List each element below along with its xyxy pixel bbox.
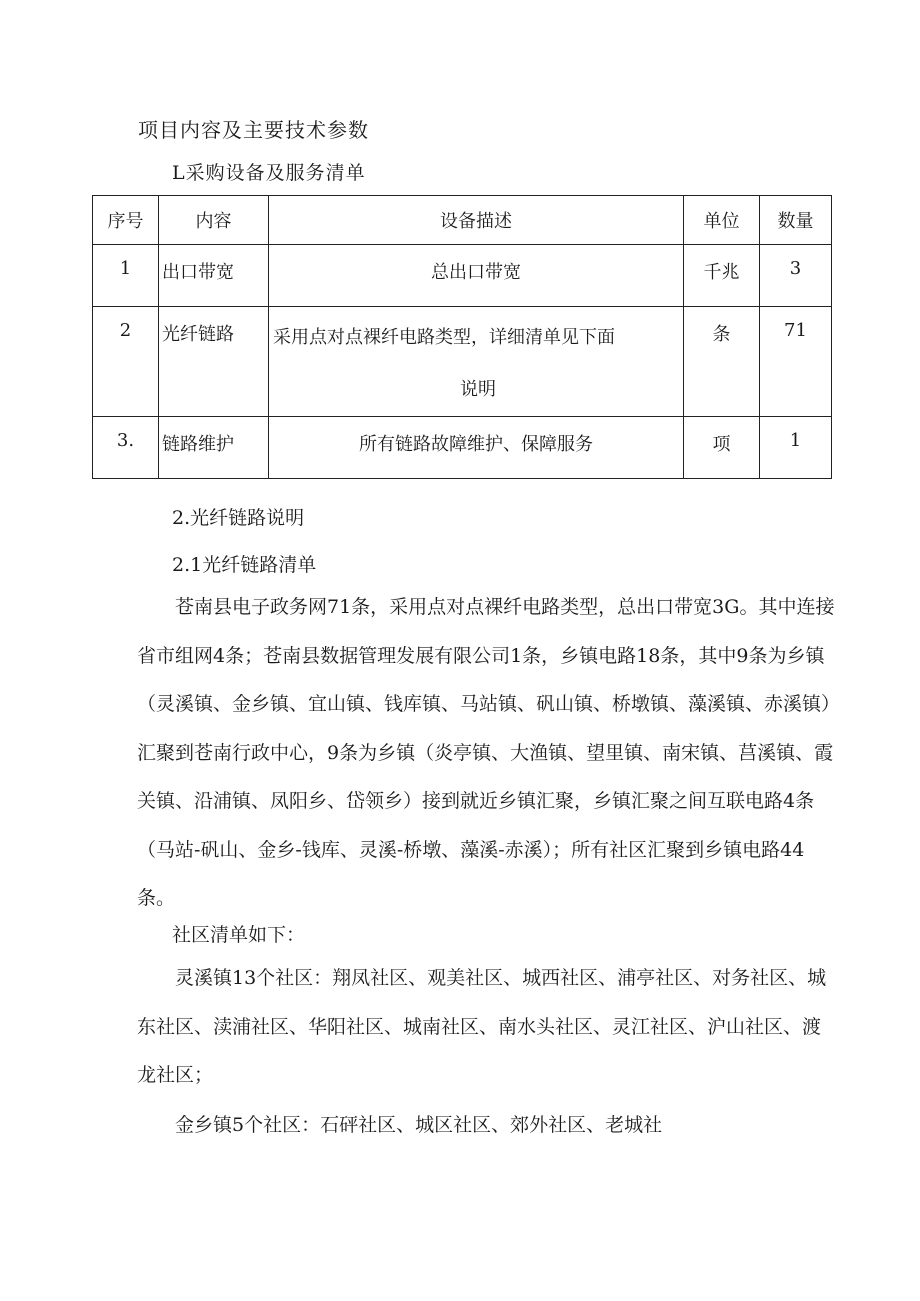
equipment-table xyxy=(92,195,832,479)
cell-desc-line1: 采用点对点裸纤电路类型，详细清单见下面 xyxy=(273,327,615,348)
list-subheading: L采购设备及服务清单 xyxy=(172,162,366,184)
paragraph-lingxi: 灵溪镇13个社区：翔凤社区、观美社区、城西社区、浦亭社区、对务社区、城东社区、渎浦社区、华阳社区、城南社区、南水头社区、灵江社区、沪山社区、渡龙社区； xyxy=(137,967,827,1086)
cell-unit: 项 xyxy=(684,417,760,479)
paragraph-jinxiang: 金乡镇5个社区：石砰社区、城区社区、郊外社区、老城社 xyxy=(175,1114,663,1136)
header-cell: 设备描述 xyxy=(269,196,684,245)
table-row xyxy=(93,417,832,479)
cell-desc xyxy=(269,307,684,417)
header-cell: 序号 xyxy=(93,196,159,245)
header-cell: 内容 xyxy=(159,196,269,245)
cell-content: 链路维护 xyxy=(159,417,269,479)
cell-desc: 总出口带宽 xyxy=(269,245,684,307)
cell-qty: 1 xyxy=(760,417,832,479)
paragraph-overview: 苍南县电子政务网71条，采用点对点裸纤电路类型，总出口带宽3G。其中连接省市组网4条；苍南县数据管理发展有限公司1条，乡镇电路18条，其中9条为乡镇（灵溪镇、金乡镇、宜山镇、钱库镇、马站镇、矾山镇、桥墩镇、藻溪镇、赤溪镇）汇聚到苍南行政中心，9条为乡镇（炎亭镇、大渔镇、望里镇、南宋镇、莒溪镇、霞关镇、沿浦镇、凤阳乡、岱领乡）接到就近乡镇汇聚，乡镇汇聚之间互联电路4条（马站-矾山、金乡-钱库、灵溪-桥墩、藻溪-赤溪）；所有社区汇聚到乡镇电路44条。 xyxy=(137,596,835,909)
cell-desc-line2: 说明 xyxy=(460,379,496,400)
cell-num: 1 xyxy=(93,245,159,307)
cell-num: 2 xyxy=(93,307,159,417)
cell-qty: 3 xyxy=(760,245,832,307)
section-2-1-title: 2.1光纤链路清单 xyxy=(172,554,317,576)
cell-content: 光纤链路 xyxy=(159,307,269,417)
table-header-row xyxy=(93,196,832,245)
cell-desc: 所有链路故障维护、保障服务 xyxy=(269,417,684,479)
cell-unit: 千兆 xyxy=(684,245,760,307)
section-heading: 项目内容及主要技术参数 xyxy=(138,118,369,142)
cell-content: 出口带宽 xyxy=(159,245,269,307)
table-row xyxy=(93,245,832,307)
table-row xyxy=(93,307,832,417)
cell-unit: 条 xyxy=(684,307,760,417)
section-2-title: 2.光纤链路说明 xyxy=(172,507,305,529)
community-list-title: 社区清单如下： xyxy=(172,924,306,946)
cell-num: 3. xyxy=(93,417,159,479)
header-cell: 单位 xyxy=(684,196,760,245)
header-cell: 数量 xyxy=(760,196,832,245)
cell-qty: 71 xyxy=(760,307,832,417)
